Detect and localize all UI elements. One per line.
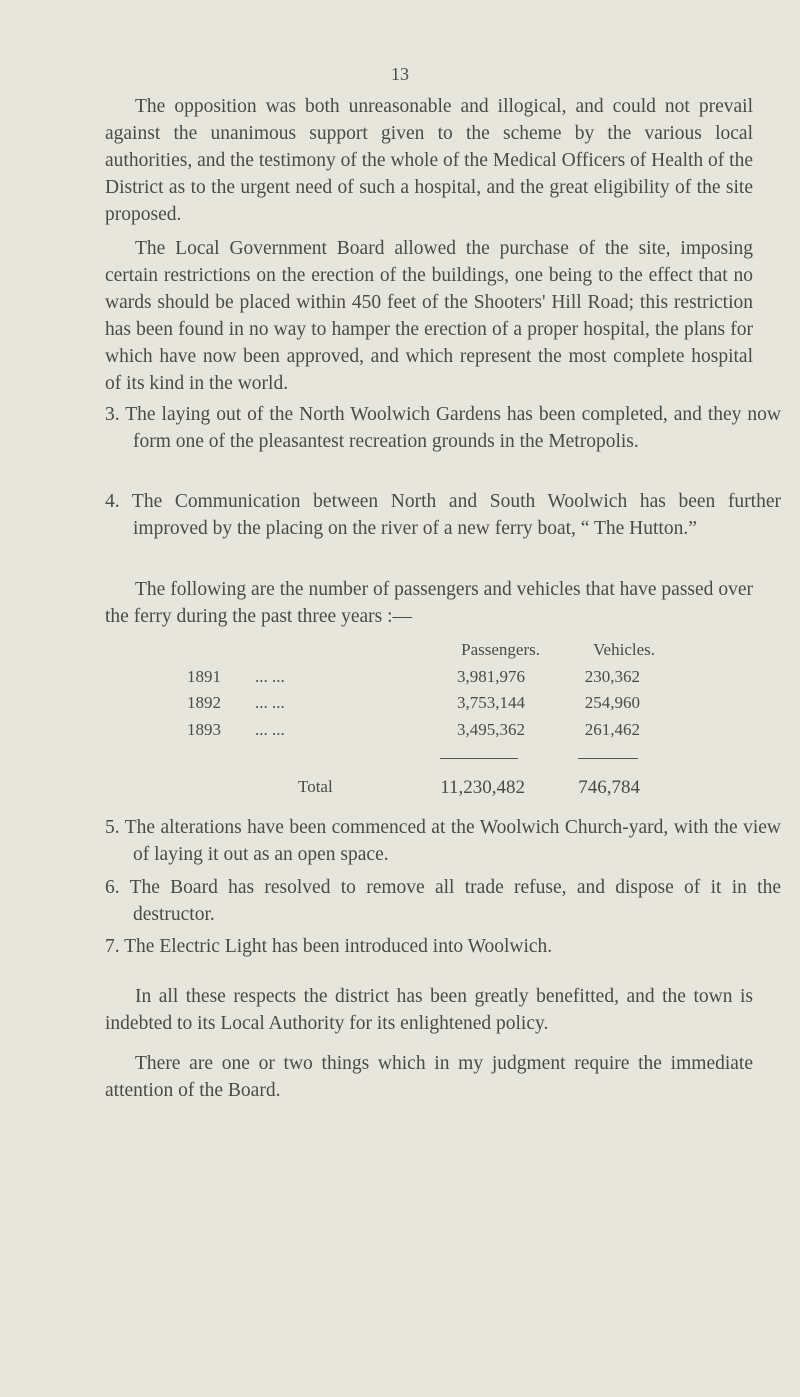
row-year: 1893 <box>187 720 221 739</box>
total-passengers: 11,230,482 <box>440 777 525 798</box>
page-number: 13 <box>391 64 409 84</box>
row-passengers: 3,753,144 <box>457 693 525 712</box>
row-vehicles: 254,960 <box>584 693 640 712</box>
item-4-ferry: 4. The Communication between North and South Woolwich has been further improved by the placing on the river of a new ferry boat, “ The Hutton.” <box>105 491 781 539</box>
row-year: 1892 <box>187 693 221 712</box>
paragraph-final: There are one or two things which in my judgment require the immediate attention of the Board. <box>105 1053 753 1101</box>
paragraph-table-intro: The following are the number of passengers and vehicles that have passed over the ferry during the past three years :— <box>105 579 753 627</box>
paragraph-local-government-board: The Local Government Board allowed the purchase of the site, imposing certain restrictions on the erection of the buildings, one being to the effect that no wards should be placed within 450 feet of the Shooters' Hill Road; this restriction has been found in no way to hamper the erection of a proper hospital, the plans for which have now been approved, and which represent the most complete hospital of its kind in the world. <box>105 238 753 394</box>
paragraph-opposition: The opposition was both unreasonable and illogical, and could not prevail against the unanimous support given to the scheme by the various local authorities, and the testimony of the whole of the Medical Officers of Health of the District as to the urgent need of such a hospital, and the great eligibility of the site proposed. <box>105 96 753 225</box>
paragraph-respects: In all these respects the district has been greatly benefitted, and the town is indebted to its Local Authority for its enlightened policy. <box>105 986 753 1034</box>
sum-rule-passengers <box>440 758 518 759</box>
total-label: Total <box>298 777 333 796</box>
row-vehicles: 230,362 <box>584 667 640 686</box>
row-passengers: 3,981,976 <box>457 667 525 686</box>
total-vehicles: 746,784 <box>578 777 640 798</box>
row-vehicles: 261,462 <box>584 720 640 739</box>
row-dots: ... ... <box>255 667 285 686</box>
item-3-gardens: 3. The laying out of the North Woolwich Gardens has been completed, and they now form one of the pleasantest recreation grounds in the Metropolis. <box>105 404 781 452</box>
item-7-electric-light: 7. The Electric Light has been introduced into Woolwich. <box>105 936 553 957</box>
item-5-churchyard: 5. The alterations have been commenced at the Woolwich Church-yard, with the view of laying it out as an open space. <box>105 817 781 865</box>
row-dots: ... ... <box>255 693 285 712</box>
header-vehicles: Vehicles. <box>593 640 655 659</box>
row-dots: ... ... <box>255 720 285 739</box>
sum-rule-vehicles <box>578 758 638 759</box>
row-passengers: 3,495,362 <box>457 720 525 739</box>
item-6-refuse: 6. The Board has resolved to remove all trade refuse, and dispose of it in the destructor. <box>105 877 781 925</box>
row-year: 1891 <box>187 667 221 686</box>
header-passengers: Passengers. <box>461 640 540 659</box>
